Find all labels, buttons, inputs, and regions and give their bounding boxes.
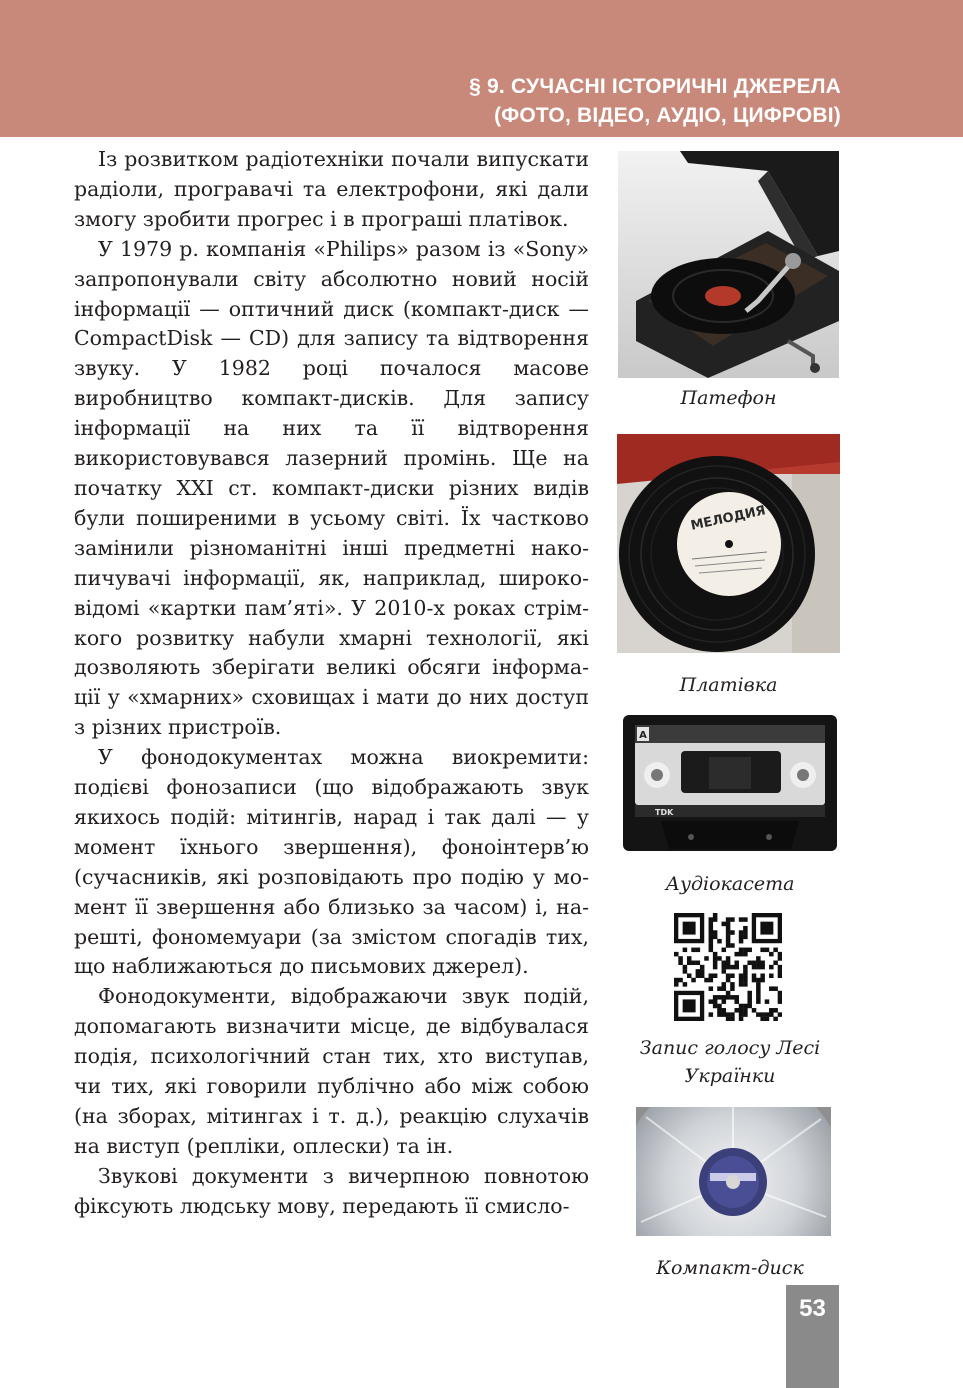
chapter-title-line1: § 9. СУЧАСНІ ІСТОРИЧНІ ДЖЕРЕЛА <box>469 75 841 98</box>
qr-code-image <box>674 913 782 1021</box>
paragraph-3: У фонодокументах можна виокремити: подієві фонозаписи (що відображають звук якихось подій: мітингів, нарад і так далі — у момент їхнього звершення), фоноінтерв’ю (сучасників, які розповідають про подію у момент її звершення або близько за часом) і, нарешті, фономемуари (за змістом спогадів тих, що наближаються до письмових джерел). <box>74 745 589 979</box>
paragraph-4: Фонодокументи, відображаючи звук подій, допомагають визначити місце, де відбувалася подія, психологічний стан тих, хто виступав, чи тих, які говорили публічно або між собою (на зборах, мітингах і т. д.), реакцію слухачів на виступ (репліки, оплески) та ін. <box>74 984 589 1158</box>
paragraph-2: У 1979 р. компанія «Philips» разом із «Sony» запропонували світу абсолютно новий носій інформації — оптичний диск (компакт-диск — CompactDisk — CD) для запису та відтворення звуку. У 1982 році почалося масове виробництво компакт-дисків. Для запису інформації на них та її відтворення використовувався лазерний промінь. Ще на початку XXI ст. компакт-диски різних видів були поширеними в усьому світі. Їх частково замінили різноманітні інші предметні накопичувачі інформації, як, наприклад, широковідомі «картки пам’яті». У 2010-х роках стрімкого розвитку набули хмарні технології, які дозволяють зберігати великі обсяги інформації у «хмарних» сховищах і мати до них доступ з різних пристроїв. <box>74 236 589 740</box>
main-text <box>74 145 589 1222</box>
record-image <box>617 434 840 653</box>
qr-caption <box>620 1034 840 1090</box>
cd-photo <box>636 1107 831 1236</box>
qr-code <box>674 913 782 1021</box>
chapter-header <box>0 0 963 137</box>
page-number: 53 <box>799 1295 826 1322</box>
paragraph-1: Із розвитком радіотехніки почали випускати радіоли, програвачі та електрофони, які дали змогу зробити прогрес і в програші платівок. <box>74 147 589 231</box>
gramophone-image <box>618 151 839 378</box>
qr-caption-line1: Запис голосу Лесі <box>639 1037 821 1059</box>
record-caption: Платівка <box>679 674 778 696</box>
chapter-title <box>469 72 841 130</box>
gramophone-photo <box>618 151 839 378</box>
chapter-title-line2: (ФОТО, ВІДЕО, АУДІО, ЦИФРОВІ) <box>494 104 841 127</box>
record-photo <box>617 434 840 653</box>
cd-caption: Компакт-диск <box>656 1257 804 1279</box>
gramophone-caption: Патефон <box>680 387 777 409</box>
page-number-tab <box>786 1285 839 1388</box>
cassette-image <box>621 713 839 853</box>
record-label-brand: МЕЛОДИЯ <box>689 503 768 534</box>
paragraph-5: Звукові документи з вичерпною повнотою фіксують людську мову, передають її смисло- <box>74 1163 589 1218</box>
cd-image <box>636 1107 831 1236</box>
cassette-caption: Аудіокасета <box>665 873 795 895</box>
cassette-brand: TDK <box>655 808 674 817</box>
qr-caption-line2: Українки <box>684 1065 776 1087</box>
cassette-side-label: A <box>639 730 647 741</box>
cassette-photo <box>621 713 839 853</box>
